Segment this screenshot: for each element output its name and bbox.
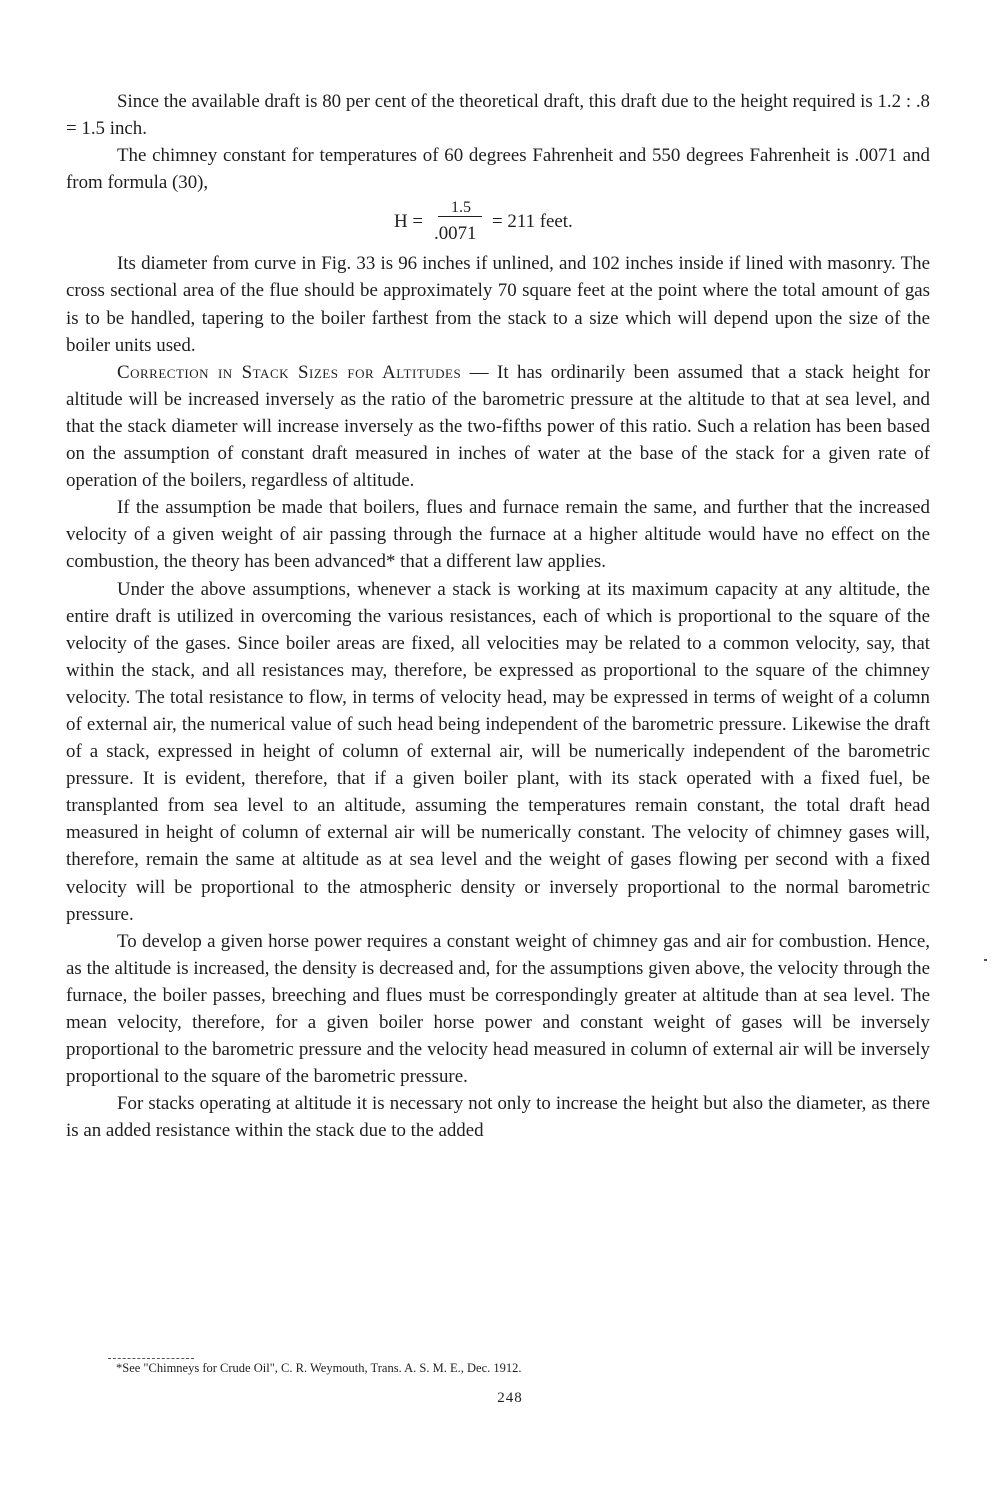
fraction-bar — [438, 216, 482, 217]
stack-height-formula — [66, 196, 930, 250]
formula-denominator: .0071 — [434, 223, 477, 245]
paragraph-8: For stacks operating at altitude it is necessary not only to increase the height but also the diameter, as there is an added resistance within the stack due to the added — [66, 1093, 930, 1142]
paragraph-6: Under the above assumptions, whenever a stack is working at its maximum capacity at any altitude, the entire draft is utilized in overcoming the various resistances, each of which is proportional to the square of the velocity of the gases. Since boiler areas are fixed, all velocities may be related to a common velocity, say, that within the stack, and all resistances may, therefore, be expressed as proportional to the square of the chimney velocity. The total resistance to flow, in terms of velocity head, may be expressed in terms of weight of a column of external air, the numerical value of such head being independent of the barometric pressure. Likewise the draft of a stack, expressed in height of column of external air, will be numerically independent of the barometric pressure. It is evident, therefore, that if a given boiler plant, with its stack operated with a fixed fuel, be transplanted from sea level to an altitude, assuming the temperatures remain constant, the total draft head measured in height of column of external air will be numerically constant. The velocity of chimney gases will, therefore, remain the same at altitude as at sea level and the weight of gases flowing per second with a fixed velocity will be proportional to the atmospheric density or inversely proportional to the normal barometric pressure. — [66, 578, 930, 925]
scan-speck — [984, 959, 987, 961]
paragraph-3: Its diameter from curve in Fig. 33 is 96 inches if unlined, and 102 inches inside if lined with masonry. The cross sectional area of the flue should be approximately 70 square feet at the point where the total amount of gas is to be handled, tapering to the boiler farthest from the stack to a size which will depend upon the size of the boiler units used. — [66, 253, 930, 356]
page-number: 248 — [497, 1390, 523, 1406]
paragraph-4-body: It has ordinarily been assumed that a stack height for altitude will be increased inversely as the ratio of the barometric pressure at the altitude to that at sea level, and that the stack diameter will increase inversely as the two-fifths power of this ratio. Such a relation has been based on the assumption of constant draft measured in inches of water at the base of the stack for a given rate of operation of the boilers, regardless of altitude. — [66, 361, 931, 492]
formula-numerator: 1.5 — [451, 199, 471, 217]
paragraph-5: If the assumption be made that boilers, flues and furnace remain the same, and further that the increased velocity of a given weight of air passing through the furnace at a higher altitude would have no effect on the combustion, the theory has been advanced* that a different law applies. — [66, 497, 930, 573]
footnote: *See "Chimneys for Crude Oil", C. R. Weymouth, Trans. A. S. M. E., Dec. 1912. — [116, 1361, 522, 1375]
body-text — [66, 88, 930, 1144]
formula-lhs: H = — [394, 211, 424, 233]
paragraph-2: The chimney constant for temperatures of 60 degrees Fahrenheit and 550 degrees Fahrenheit is .0071 and from formula (30), — [66, 145, 930, 194]
paragraph-1: Since the available draft is 80 per cent of the theoretical draft, this draft due to the height required is 1.2 : .8 = 1.5 inch. — [66, 91, 930, 140]
paragraph-4 — [66, 359, 930, 494]
heading-dash: — — [461, 361, 498, 383]
formula-rhs: = 211 feet. — [492, 211, 573, 233]
section-heading: Correction in Stack Sizes for Altitudes — [117, 361, 462, 383]
paragraph-7: To develop a given horse power requires a constant weight of chimney gas and air for combustion. Hence, as the altitude is increased, the density is decreased and, for the assumptions given above, the velocity through the furnace, the boiler passes, breeching and flues must be correspondingly greater at altitude than at sea level. The mean velocity, therefore, for a given boiler horse power and constant weight of gases will be inversely proportional to the barometric pressure and the velocity head measured in column of external air will be inversely proportional to the square of the barometric pressure. — [66, 930, 930, 1088]
footnote-rule — [108, 1358, 194, 1359]
